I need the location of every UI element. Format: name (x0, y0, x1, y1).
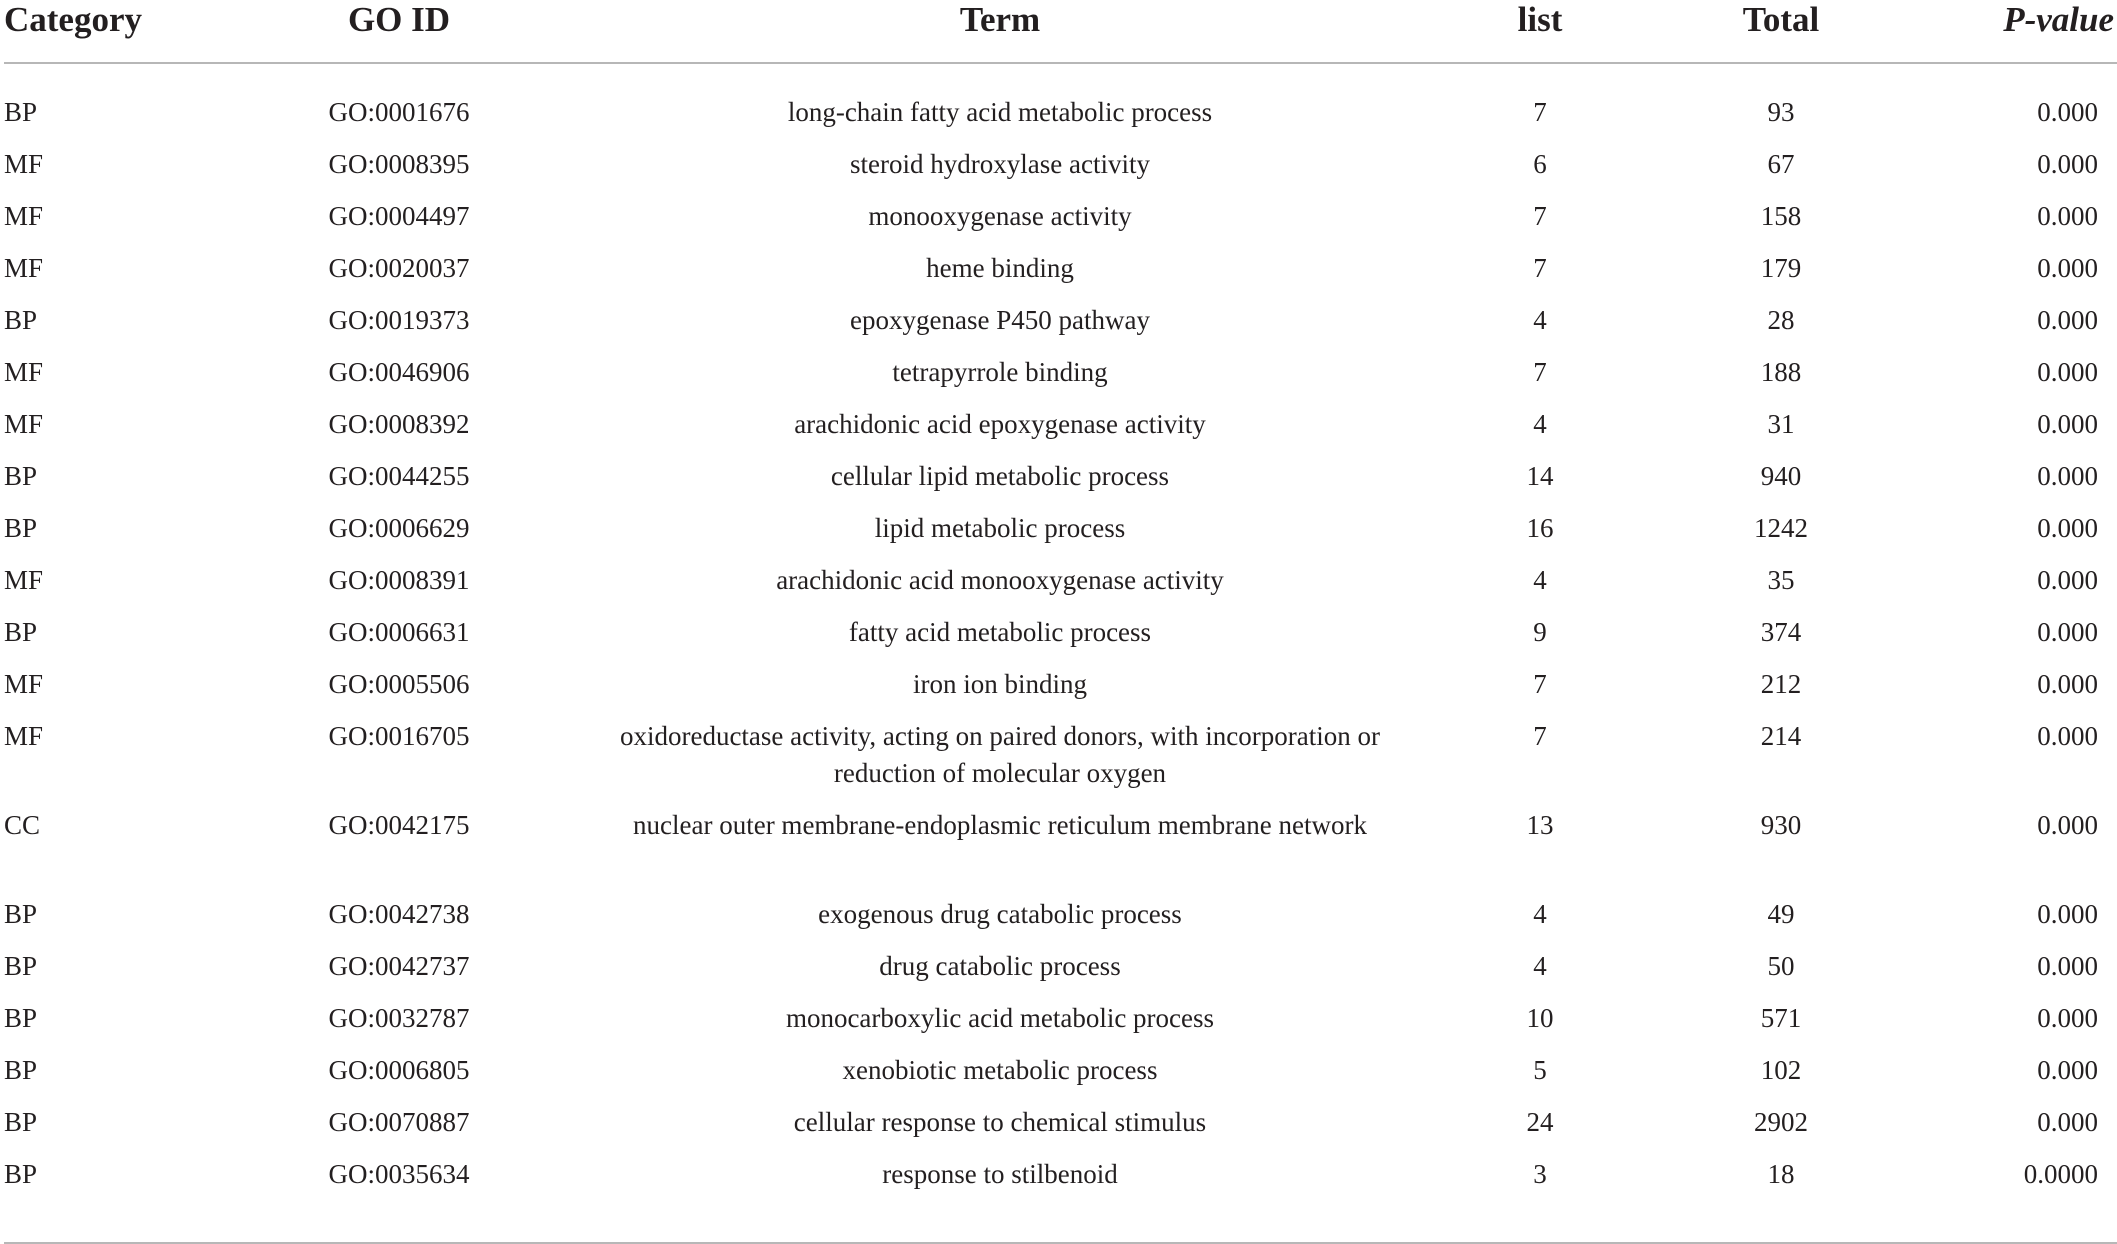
cell-category: MF (4, 669, 44, 699)
cell-list: 7 (1533, 669, 1547, 699)
cell-category: MF (4, 253, 44, 283)
cell-p-value: 0.000 (2037, 565, 2098, 595)
cell-total: 179 (1760, 253, 1802, 283)
cell-p-value: 0.000 (2037, 513, 2098, 543)
table-row (4, 666, 2117, 718)
cell-term: exogenous drug catabolic process (818, 899, 1182, 929)
cell-total: 1242 (1754, 513, 1808, 543)
table-body (4, 63, 2117, 1243)
cell-term: iron ion binding (913, 669, 1087, 699)
cell-list: 7 (1533, 357, 1547, 387)
cell-category: BP (4, 951, 38, 981)
cell-category: CC (4, 810, 41, 840)
table-row (4, 948, 2117, 1000)
cell-total: 18 (1648, 1156, 1914, 1243)
cell-term: epoxygenase P450 pathway (850, 305, 1150, 335)
cell-p-value: 0.000 (2037, 669, 2098, 699)
table-row (4, 458, 2117, 510)
cell-category: BP (4, 1156, 230, 1243)
cell-p-value: 0.000 (2037, 899, 2098, 929)
cell-total: 214 (1760, 721, 1802, 751)
header-term: Term (568, 0, 1432, 63)
header-go-id: GO ID (230, 0, 568, 63)
cell-go-id: GO:0070887 (328, 1107, 470, 1137)
cell-go-id: GO:0032787 (328, 1003, 470, 1033)
cell-category: BP (4, 461, 38, 491)
cell-category: MF (4, 409, 44, 439)
cell-list: 13 (1526, 810, 1554, 840)
header-p-value: P-value (1914, 0, 2117, 63)
cell-term: monocarboxylic acid metabolic process (785, 1003, 1215, 1033)
cell-category: BP (4, 1055, 38, 1085)
cell-list: 4 (1533, 899, 1547, 929)
table-header (4, 0, 2117, 63)
cell-list: 24 (1526, 1107, 1554, 1137)
cell-p-value: 0.000 (2037, 810, 2098, 840)
cell-term: cellular lipid metabolic process (830, 461, 1170, 491)
go-enrichment-table (4, 0, 2117, 1244)
cell-category: BP (4, 1003, 38, 1033)
cell-total: 50 (1767, 951, 1795, 981)
cell-p-value: 0.0000 (1914, 1156, 2117, 1243)
cell-go-id: GO:0035634 (230, 1156, 568, 1243)
cell-go-id: GO:0020037 (328, 253, 470, 283)
header-category: Category (4, 0, 230, 63)
cell-go-id: GO:0042738 (328, 899, 470, 929)
cell-term: heme binding (926, 253, 1074, 283)
table-row (4, 1000, 2117, 1052)
cell-category: BP (4, 899, 38, 929)
cell-list: 7 (1533, 253, 1547, 283)
cell-term: drug catabolic process (879, 951, 1121, 981)
cell-go-id: GO:0042737 (328, 951, 470, 981)
cell-category: BP (4, 1107, 38, 1137)
table-row (4, 406, 2117, 458)
cell-total: 374 (1760, 617, 1802, 647)
cell-term: xenobiotic metabolic process (842, 1055, 1158, 1085)
cell-total: 212 (1760, 669, 1802, 699)
cell-list: 4 (1533, 409, 1547, 439)
table-row (4, 1156, 2117, 1243)
cell-list: 14 (1526, 461, 1554, 491)
table-row (4, 63, 2117, 146)
table-row (4, 1052, 2117, 1104)
cell-go-id: GO:0005506 (328, 669, 470, 699)
table-row (4, 302, 2117, 354)
cell-category: BP (4, 617, 38, 647)
cell-p-value: 0.000 (2037, 409, 2098, 439)
table-row (4, 510, 2117, 562)
cell-go-id: GO:0004497 (328, 201, 470, 231)
cell-total: 31 (1767, 409, 1795, 439)
cell-term: nuclear outer membrane-endoplasmic reticulum membrane network (633, 810, 1367, 840)
cell-list: 3 (1432, 1156, 1648, 1243)
cell-category: BP (4, 97, 38, 127)
cell-total: 93 (1767, 97, 1795, 127)
cell-term: response to stilbenoid (568, 1156, 1432, 1243)
cell-term: cellular response to chemical stimulus (793, 1107, 1207, 1137)
table-row (4, 807, 2117, 896)
cell-p-value: 0.000 (2037, 951, 2098, 981)
cell-list: 10 (1526, 1003, 1554, 1033)
cell-go-id: GO:0046906 (328, 357, 470, 387)
cell-total: 35 (1767, 565, 1795, 595)
cell-category: MF (4, 565, 44, 595)
cell-p-value: 0.000 (2037, 97, 2098, 127)
cell-p-value: 0.000 (2037, 1107, 2098, 1137)
cell-p-value: 0.000 (2037, 201, 2098, 231)
table-row (4, 562, 2117, 614)
cell-term: long-chain fatty acid metabolic process (787, 97, 1213, 127)
cell-category: MF (4, 721, 44, 751)
cell-p-value: 0.000 (2037, 305, 2098, 335)
cell-list: 4 (1533, 305, 1547, 335)
cell-list: 4 (1533, 951, 1547, 981)
cell-total: 188 (1760, 357, 1802, 387)
cell-go-id: GO:0006629 (328, 513, 470, 543)
cell-list: 7 (1533, 201, 1547, 231)
cell-total: 49 (1767, 899, 1795, 929)
cell-go-id: GO:0008392 (328, 409, 470, 439)
cell-term: lipid metabolic process (874, 513, 1126, 543)
table-row (4, 146, 2117, 198)
cell-category: BP (4, 513, 38, 543)
table-row (4, 614, 2117, 666)
cell-p-value: 0.000 (2037, 617, 2098, 647)
cell-go-id: GO:0016705 (328, 721, 470, 751)
header-row (4, 0, 2117, 63)
cell-go-id: GO:0044255 (328, 461, 470, 491)
cell-total: 2902 (1754, 1107, 1808, 1137)
cell-total: 28 (1767, 305, 1795, 335)
cell-p-value: 0.000 (2037, 357, 2098, 387)
cell-total: 940 (1760, 461, 1802, 491)
cell-total: 102 (1760, 1055, 1802, 1085)
cell-go-id: GO:0019373 (328, 305, 470, 335)
table-row (4, 354, 2117, 406)
cell-list: 5 (1533, 1055, 1547, 1085)
cell-list: 7 (1533, 97, 1547, 127)
cell-term: steroid hydroxylase activity (850, 149, 1150, 179)
cell-term: arachidonic acid epoxygenase activity (794, 409, 1206, 439)
cell-list: 4 (1533, 565, 1547, 595)
cell-category: MF (4, 201, 44, 231)
cell-p-value: 0.000 (2037, 1055, 2098, 1085)
cell-total: 67 (1767, 149, 1795, 179)
cell-go-id: GO:0008391 (328, 565, 470, 595)
table-row (4, 718, 2117, 807)
cell-list: 16 (1526, 513, 1554, 543)
cell-go-id: GO:0042175 (328, 810, 470, 840)
cell-total: 158 (1760, 201, 1802, 231)
cell-go-id: GO:0006631 (328, 617, 470, 647)
cell-go-id: GO:0001676 (328, 97, 470, 127)
cell-p-value: 0.000 (2037, 721, 2098, 751)
header-list: list (1432, 0, 1648, 63)
cell-category: MF (4, 357, 44, 387)
table-row (4, 896, 2117, 948)
cell-p-value: 0.000 (2037, 461, 2098, 491)
cell-p-value: 0.000 (2037, 1003, 2098, 1033)
cell-go-id: GO:0006805 (328, 1055, 470, 1085)
cell-term: arachidonic acid monooxygenase activity (776, 565, 1224, 595)
cell-list: 7 (1533, 721, 1547, 751)
cell-term: tetrapyrrole binding (892, 357, 1108, 387)
cell-category: MF (4, 149, 44, 179)
cell-go-id: GO:0008395 (328, 149, 470, 179)
cell-list: 9 (1533, 617, 1547, 647)
header-total: Total (1648, 0, 1914, 63)
table-row (4, 1104, 2117, 1156)
table-row (4, 198, 2117, 250)
cell-list: 6 (1533, 149, 1547, 179)
cell-term: fatty acid metabolic process (848, 617, 1152, 647)
cell-category: BP (4, 305, 38, 335)
cell-term: monooxygenase activity (868, 201, 1132, 231)
cell-term: oxidoreductase activity, acting on paired donors, with incorporation or reduction of molecular oxygen (619, 721, 1381, 788)
cell-p-value: 0.000 (2037, 149, 2098, 179)
cell-total: 571 (1760, 1003, 1802, 1033)
cell-total: 930 (1760, 810, 1802, 840)
table-row (4, 250, 2117, 302)
cell-p-value: 0.000 (2037, 253, 2098, 283)
